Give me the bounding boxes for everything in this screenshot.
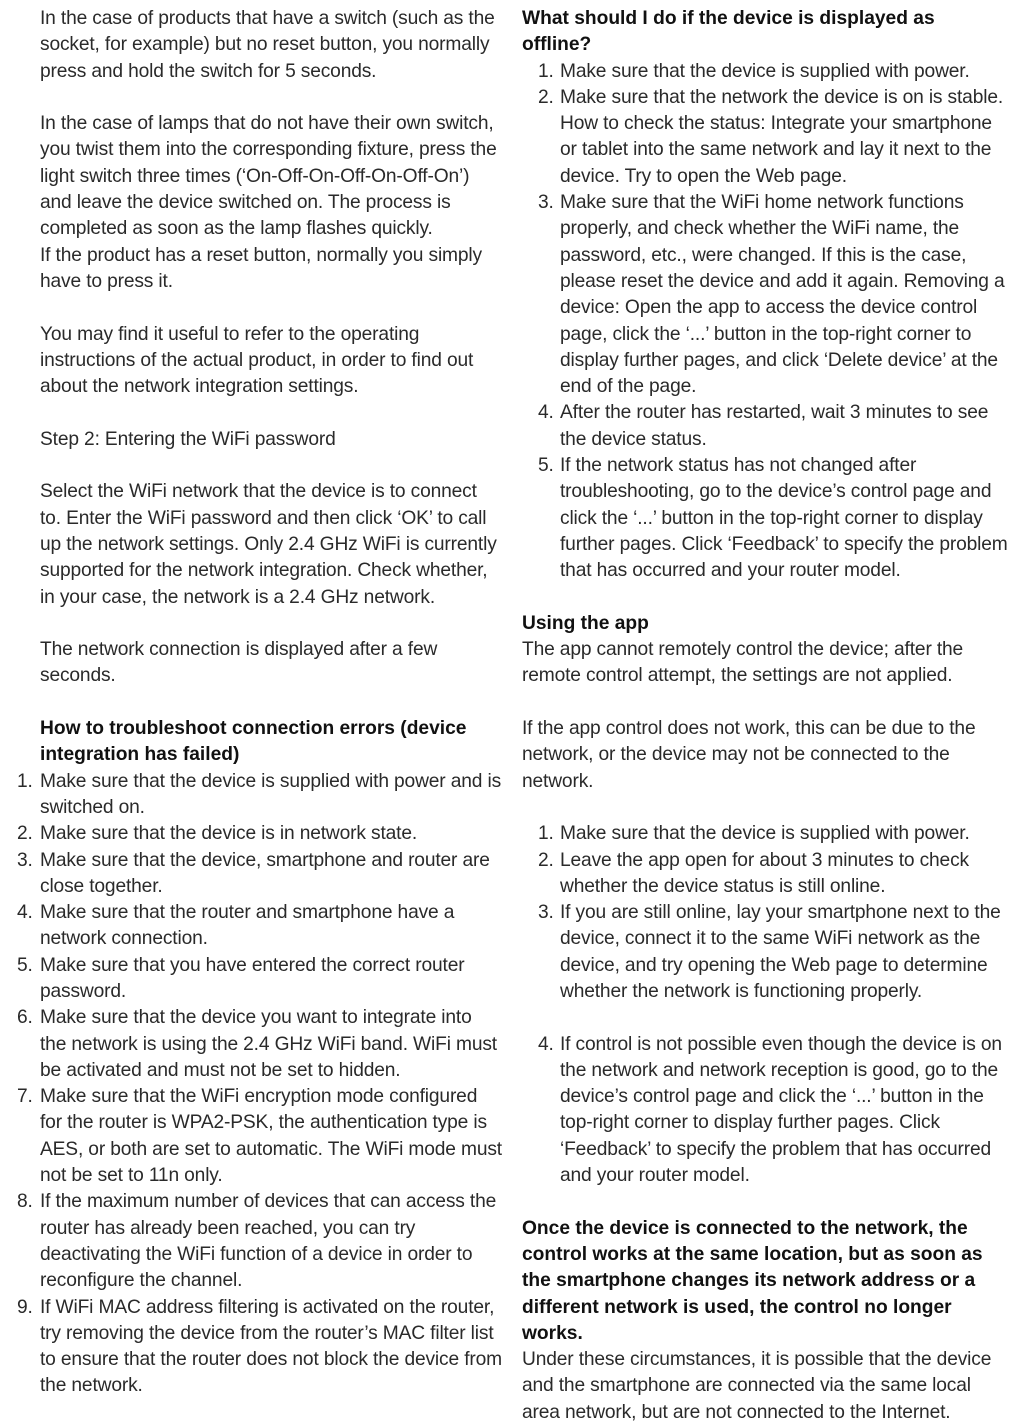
- list-item: 2. Make sure that the network the device is on is stable. How to check the status: Integrate your smartphone or tablet into the same network and lay it next to the device. Try to open the Web page.: [538, 86, 1004, 187]
- app-control-list-continued: [522, 1032, 1008, 1190]
- lamp-reset-paragraph: In the case of lamps that do not have their own switch, you twist them into the corresponding fixture, press the light switch three times (‘On-Off-On-Off-On-Off-On’) and leave the device switched on. The process is completed as soon as the lamp flashes quickly.: [40, 113, 497, 240]
- list-item: 5. If the network status has not changed after troubleshooting, go to the device’s control page and click the ‘...’ button in the top-right corner to display further pages. Click ‘Feedback’ to specify the problem that has occurred and your router model.: [538, 455, 1008, 582]
- network-change-paragraph: Under these circumstances, it is possible that the device and the smartphone are connected via the same local area network, but are not connected to the Internet.: [522, 1349, 992, 1423]
- list-item: 3. If you are still online, lay your smartphone next to the device, connect it to the same WiFi network as the device, and try opening the Web page to determine whether the network is functioning properly.: [538, 902, 1001, 1002]
- left-column: [17, 6, 502, 1400]
- list-item: 4. After the router has restarted, wait 3 minutes to see the device status.: [538, 402, 989, 450]
- list-item: 3. Make sure that the device, smartphone and router are close together.: [17, 849, 490, 897]
- offline-list: [522, 59, 1008, 585]
- list-item: 3. Make sure that the WiFi home network functions properly, and check whether the WiFi name, the password, etc., were changed. If this is the case, please reset the device and add it again. Removing a device: Open the app to access the device control page, click the ‘...’ button in the top-right corner to display further pages, and click ‘Delete device’ at the end of the page.: [538, 192, 1005, 398]
- list-item: 5. Make sure that you have entered the correct router password.: [17, 954, 465, 1002]
- offline-heading: What should I do if the device is displayed as offline?: [522, 8, 935, 56]
- reset-button-paragraph: If the product has a reset button, normally you simply have to press it.: [40, 244, 482, 292]
- list-item: 1. Make sure that the device is supplied with power.: [538, 60, 970, 82]
- using-app-heading: Using the app: [522, 612, 649, 634]
- using-app-paragraph: The app cannot remotely control the device; after the remote control attempt, the settings are not applied.: [522, 639, 964, 687]
- list-item: 4. Make sure that the router and smartphone have a network connection.: [17, 902, 455, 950]
- troubleshoot-list: [17, 769, 502, 1400]
- list-item: 4. If control is not possible even though the device is on the network and network reception is good, go to the device’s control page and click the ‘...’ button in the top-right corner to display further pages. Click ‘Feedback’ to specify the problem that has occurred and your router model.: [538, 1033, 1002, 1187]
- wifi-password-paragraph: Select the WiFi network that the device is to connect to. Enter the WiFi password and then click ‘OK’ to call up the network settings. Only 2.4 GHz WiFi is currently supported for the network integration. Check whether, in your case, the network is a 2.4 GHz network.: [40, 481, 497, 608]
- list-item: 2. Make sure that the device is in network state.: [17, 823, 418, 845]
- right-column: [522, 6, 1008, 1426]
- app-control-list: [522, 821, 1008, 1005]
- list-item: 1. Make sure that the device is supplied with power and is switched on.: [17, 770, 502, 818]
- list-item: 1. Make sure that the device is supplied with power.: [538, 823, 970, 845]
- troubleshoot-heading: How to troubleshoot connection errors (device integration has failed): [40, 718, 467, 766]
- network-change-heading: Once the device is connected to the network, the control works at the same location, but as soon as the smartphone changes its network address or a different network is used, the control no longer works.: [522, 1217, 983, 1344]
- operating-instructions-paragraph: You may find it useful to refer to the operating instructions of the actual product, in order to find out about the network integration settings.: [40, 323, 474, 398]
- list-item: 7. Make sure that the WiFi encryption mode configured for the router is WPA2-PSK, the authentication type is AES, or both are set to automatic. The WiFi mode must not be set to 11n only.: [17, 1086, 502, 1187]
- switch-reset-paragraph: In the case of products that have a switch (such as the socket, for example) but no reset button, you normally press and hold the switch for 5 seconds.: [40, 8, 495, 82]
- list-item: 8. If the maximum number of devices that can access the router has already been reached, you can try deactivating the WiFi function of a device in order to reconfigure the channel.: [17, 1191, 497, 1292]
- list-item: 6. Make sure that the device you want to integrate into the network is using the 2.4 GHz WiFi band. WiFi must be activated and must not be set to hidden.: [17, 1007, 497, 1081]
- list-item: 9. If WiFi MAC address filtering is activated on the router, try removing the device from the router’s MAC filter list to ensure that the router does not block the device from the network.: [17, 1296, 502, 1397]
- step-2-heading: Step 2: Entering the WiFi password: [40, 428, 336, 450]
- list-item: 2. Leave the app open for about 3 minutes to check whether the device status is still online.: [538, 849, 969, 897]
- app-control-paragraph: If the app control does not work, this can be due to the network, or the device may not be connected to the network.: [522, 718, 976, 792]
- network-connection-paragraph: The network connection is displayed after a few seconds.: [40, 639, 438, 687]
